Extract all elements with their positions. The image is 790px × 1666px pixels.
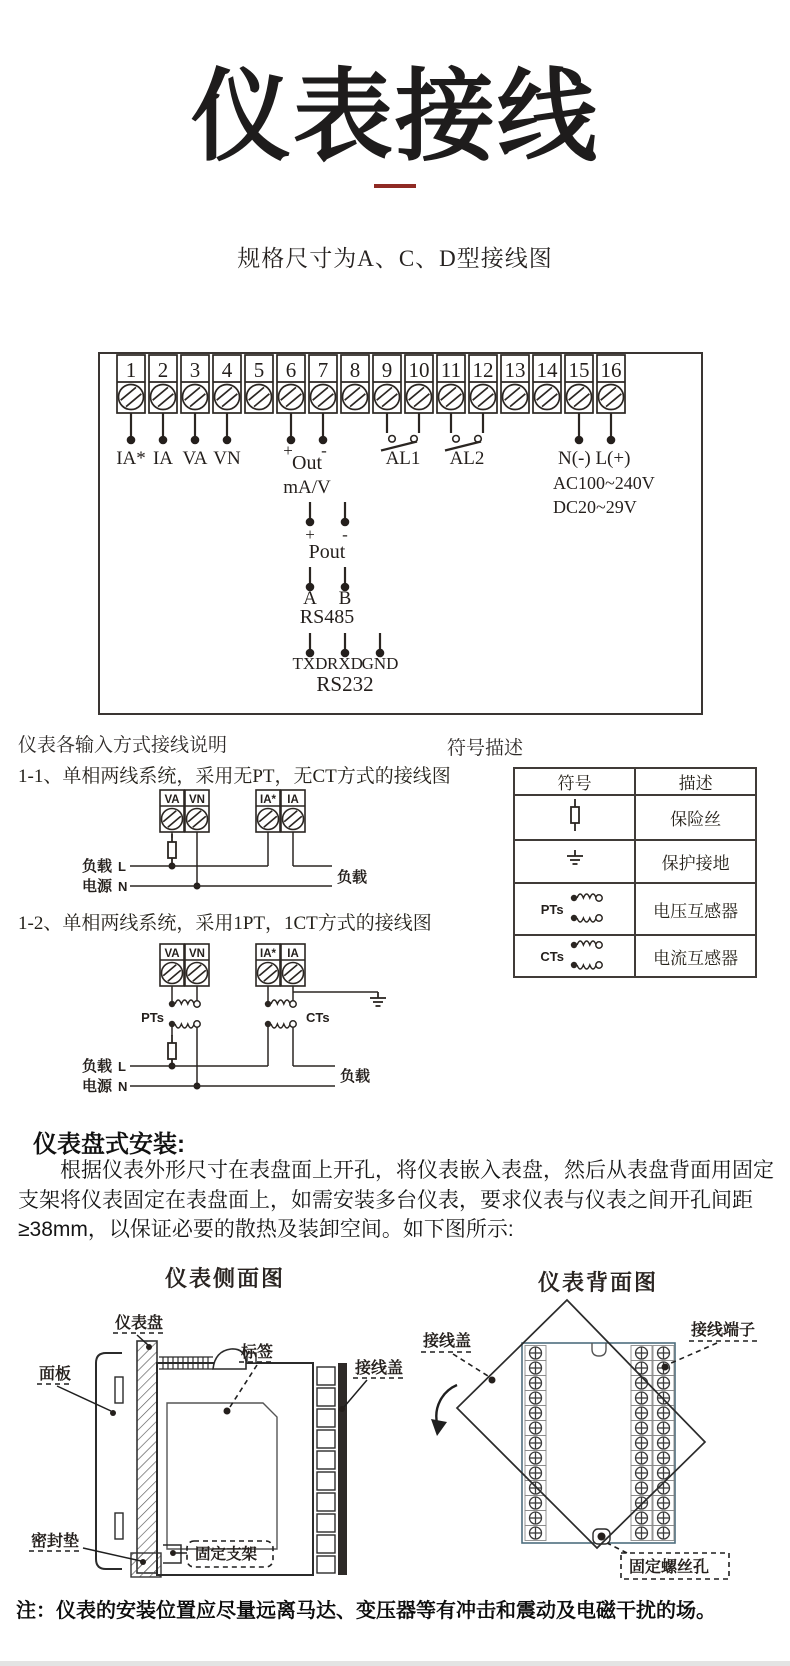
svg-text:GND: GND [361,654,399,673]
gasket-label: 密封垫 [31,1533,80,1550]
svg-text:VN: VN [189,948,205,960]
wiring-guide-heading: 仪表各输入方式接线说明 [18,735,228,756]
svg-text:IA*: IA* [260,948,276,960]
table-row [514,883,756,935]
installation-body: 根据仪表外形尺寸在表盘面上开孔，将仪表嵌入表盘，然后从表盘背面用固定支架将仪表固定在表盘面上，如需安装多台仪表，要求仪表与仪表之间开孔间距≥38mm，以保证必要的散热及装卸空间。如下图所示: [18,1159,774,1241]
terminal-number: 8 [349,358,361,382]
wiring-diagram-1-1 [60,788,390,900]
ct-icon [567,937,609,975]
svg-text:IA*: IA* [260,794,276,806]
svg-text:CTs: CTs [306,1010,330,1025]
terminal-number: 9 [381,358,393,382]
screw-icon [530,1407,542,1419]
page-title: 仪表接线 [191,61,599,173]
terminal-number: 10 [408,358,430,382]
svg-text:L: L [118,859,126,874]
svg-text:RS485: RS485 [299,606,355,628]
svg-text:mA/V: mA/V [283,477,331,498]
pt-transformer-icon [169,1000,200,1028]
fuse-icon [168,834,176,866]
svg-text:RS232: RS232 [316,672,374,696]
table-row [514,935,756,977]
panel-label: 仪表盘 [115,1315,164,1332]
bottom-divider [0,1661,790,1666]
terminal-number: 3 [189,358,201,382]
terminal-number: 14 [536,358,558,382]
figure-labels [29,1313,405,1567]
installation-heading: 仪表盘式安装: [33,1131,185,1158]
svg-text:TXD: TXD [292,654,328,673]
screw-icon [530,1467,542,1479]
terminal-number: 13 [504,358,526,382]
terminal-number: 6 [285,358,297,382]
pt-label: PTs [540,901,564,917]
installation-note: 注：仪表的安装位置应尽量远离马达、变压器等有冲击和震动及电磁干扰的场。 [16,1600,716,1622]
line-labels [82,1010,370,1095]
terminal-number: 12 [472,358,494,382]
ct-label: CTs [540,948,564,964]
terminal-number: 15 [568,358,590,382]
screw-icon [530,1512,542,1524]
screw-icon [530,1392,542,1404]
line-labels [82,857,367,895]
svg-text:VA: VA [164,948,180,960]
svg-text:负载: 负载 [340,1068,371,1085]
screw-icon [530,1452,542,1464]
svg-text:N(-) L(+): N(-) L(+) [558,448,631,469]
page-subtitle: 规格尺寸为A、C、D型接线图 [237,246,553,271]
front-panel-label: 面板 [39,1366,72,1383]
symbol-table-heading: 符号描述 [447,738,524,759]
symbol-desc: 保护接地 [635,840,756,883]
svg-text:负载: 负载 [82,1058,113,1075]
svg-text:电源: 电源 [82,878,113,895]
column-header-symbol: 符号 [514,768,635,795]
terminals-label: 接线端子 [691,1322,756,1339]
diagram-1-1-title: 1-1、单相两线系统，采用无PT，无CT方式的接线图 [18,766,451,787]
wiring-diagram-1-2 [60,940,400,1110]
title-accent-line [374,184,416,188]
svg-text:-: - [321,441,327,460]
svg-text:AC100~240V: AC100~240V [553,473,655,493]
label-area [167,1403,277,1549]
back-view-diagram [395,1295,770,1590]
tag-label: 标签 [241,1344,274,1361]
terminal-blocks [317,1367,335,1573]
svg-text:电源: 电源 [82,1078,113,1095]
svg-text:IA: IA [287,794,299,806]
table-row [514,840,756,883]
rotate-arrow-icon [431,1385,457,1436]
terminal-number: 16 [600,358,622,382]
fuse-icon [560,796,590,834]
relay-contact-al2 [445,413,483,451]
svg-text:VN: VN [213,448,241,469]
svg-text:L: L [118,1059,126,1074]
svg-text:IA*: IA* [116,448,146,469]
cover-label: 接线盖 [423,1333,472,1350]
screw-icon [530,1422,542,1434]
back-view-title: 仪表背面图 [537,1270,658,1295]
svg-text:负载: 负载 [82,858,113,875]
meter-body [157,1363,313,1575]
screw-icon [530,1377,542,1389]
terminal-labels [116,441,655,696]
screw-icon [530,1497,542,1509]
svg-text:IA: IA [152,448,174,469]
front-panel [96,1353,123,1569]
ground-icon [370,992,386,1006]
screw-icon [530,1527,542,1539]
cover-label: 接线盖 [355,1360,404,1377]
svg-text:A: A [303,588,317,609]
screw-hole-label: 固定螺丝孔 [629,1559,710,1576]
terminal-number: 4 [221,358,233,382]
wires [130,832,332,890]
terminal-number: 7 [317,358,329,382]
bracket-label: 固定支架 [195,1546,258,1563]
pt-icon [567,890,609,928]
svg-text:VN: VN [189,794,205,806]
svg-text:DC20~29V: DC20~29V [553,497,637,517]
terminal-number: 5 [253,358,265,382]
svg-text:VA: VA [182,448,208,469]
relay-contact-al1 [381,413,419,451]
svg-text:负载: 负载 [337,869,368,886]
symbol-desc: 电流互感器 [635,935,756,977]
panel-board [137,1341,157,1573]
svg-text:+: + [283,441,293,460]
svg-text:AL1: AL1 [385,448,421,469]
terminal-number: 2 [157,358,169,382]
symbol-desc: 保险丝 [635,795,756,840]
symbol-desc: 电压互感器 [635,883,756,935]
svg-text:IA: IA [287,948,299,960]
diagram-1-2-title: 1-2、单相两线系统，采用1PT，1CT方式的接线图 [18,913,432,934]
table-row [514,795,756,840]
svg-text:Pout: Pout [308,541,346,563]
terminal-number: 1 [125,358,137,382]
svg-text:+: + [305,525,315,544]
terminal-cover-strip [338,1363,347,1575]
mini-terminals [160,944,305,986]
screw-icon [530,1482,542,1494]
svg-text:-: - [342,525,348,544]
symbol-table [513,767,757,978]
screw-icon [530,1347,542,1359]
terminal-number: 11 [440,358,462,382]
svg-text:AL2: AL2 [449,448,485,469]
screw-icon [530,1437,542,1449]
terminal-wiring-diagram [98,352,703,715]
side-view-title: 仪表侧面图 [164,1266,285,1291]
svg-text:RXD: RXD [327,654,363,673]
column-header-desc: 描述 [635,768,756,795]
fuse-icon [168,1035,176,1067]
screw-icon [530,1362,542,1374]
svg-text:Out: Out [292,452,322,474]
ground-icon [563,847,587,871]
svg-text:B: B [338,588,352,609]
svg-text:N: N [118,879,128,894]
mini-terminals [160,790,305,832]
side-view-diagram [25,1295,420,1590]
ct-transformer-icon [265,1000,296,1028]
svg-text:N: N [118,1079,128,1094]
svg-text:VA: VA [164,794,180,806]
table-header-row [514,768,756,795]
svg-text:PTs: PTs [141,1010,164,1025]
